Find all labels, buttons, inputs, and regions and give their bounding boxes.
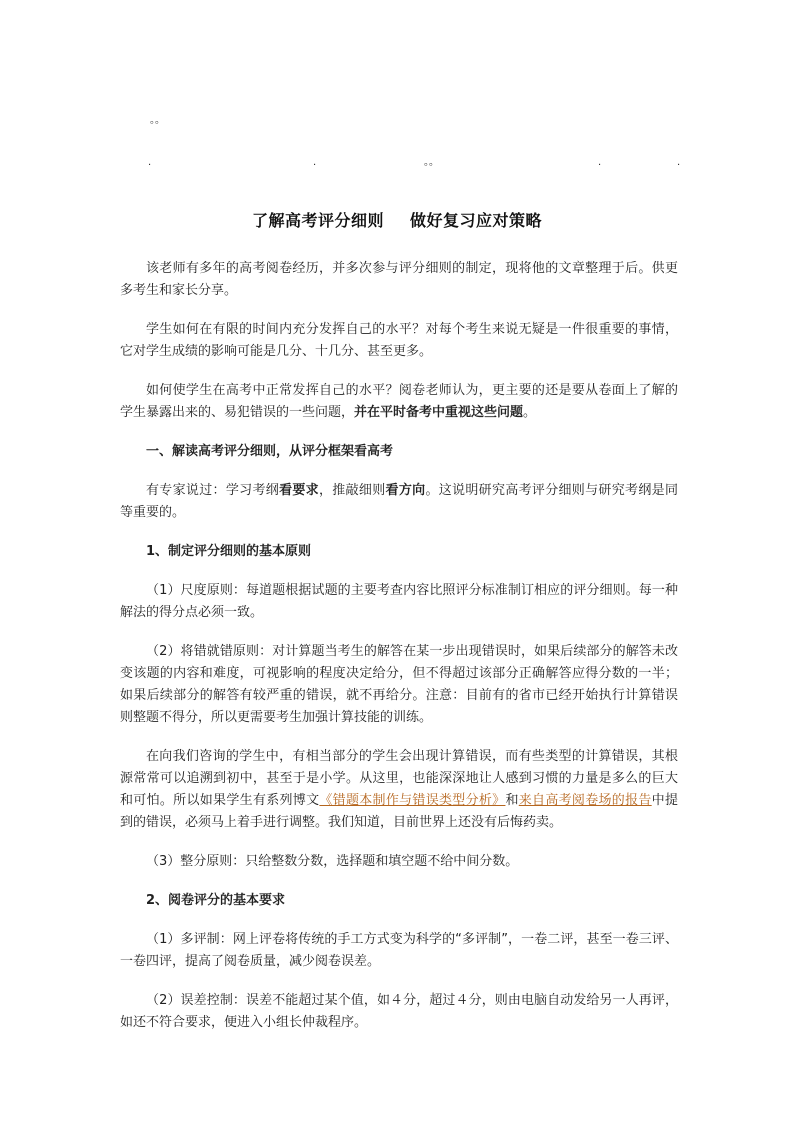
title-part-2: 做好复习应对策略 [410, 211, 543, 230]
paragraph-principle-3: （3）整分原则：只给整数分数，选择题和填空题不给中间分数。 [146, 854, 519, 869]
header-dot: . [598, 157, 602, 168]
text-run: 。 [523, 405, 537, 420]
header-dot: . [677, 157, 681, 168]
paragraph-principle-1: （1）尺度原则：每道题根据试题的主要考查内容比照评分标准制订相应的评分细则。每一种解法的得分点必须一致。 [120, 583, 678, 620]
paragraph-intro: 该老师有多年的高考阅卷经历，并多次参与评分细则的制定，现将他的文章整理于后。供更多考生和家长分享。 [120, 261, 678, 298]
text-run: 如何使学生在高考中正常发挥自己的水平？阅卷老师认为，更主要的还是要从卷面上了解的学生暴露出来的、易犯错误的一些问题， [120, 383, 678, 420]
header-dot: . [313, 157, 317, 168]
bold-text: 看要求 [279, 483, 319, 498]
paragraph-expert-quote [120, 480, 678, 524]
blog-link-error-notebook[interactable]: 《错题本制作与错误类型分析》 [319, 793, 506, 808]
paragraph-requirement-2: （2）误差控制：误差不能超过某个值，如４分，超过４分，则由电脑自动发给另一人再评，如还不符合要求，便进入小组长仲裁程序。 [120, 993, 678, 1030]
paragraph-consult [120, 746, 678, 834]
header-marks: 。。 [424, 157, 439, 168]
blog-link-exam-report[interactable]: 来自高考阅卷场的报告 [518, 793, 652, 808]
subsection-heading-2: 2、阅卷评分的基本要求 [146, 893, 286, 908]
header-marks: 。。 [150, 115, 165, 126]
text-run: 有专家说过：学习考纲 [146, 483, 280, 498]
header-dot: . [148, 157, 152, 168]
paragraph-question-1: 学生如何在有限的时间内充分发挥自己的水平？对每个考生来说无疑是一件很重要的事情，它对学生成绩的影响可能是几分、十几分、甚至更多。 [120, 322, 678, 359]
bold-text: 并在平时备考中重视这些问题 [354, 405, 524, 420]
text-run: ，推敲细则 [318, 483, 386, 498]
bold-text: 看方向 [385, 483, 426, 498]
subsection-heading-1: 1、制定评分细则的基本原则 [146, 544, 312, 559]
title-part-1: 了解高考评分细则 [251, 211, 384, 230]
paragraph-question-2 [120, 380, 678, 424]
section-heading-1: 一、解读高考评分细则，从评分框架看高考 [146, 444, 394, 459]
text-run: 和 [505, 793, 519, 808]
text-run: 。这说明研究高考评分细则与研究考纲是同等重要的。 [120, 483, 678, 520]
paragraph-requirement-1: （1）多评制：网上评卷将传统的手工方式变为科学的“多评制”，一卷二评，甚至一卷三评、一卷四评，提高了阅卷质量，减少阅卷误差。 [120, 932, 678, 969]
document-title [0, 208, 794, 231]
text-run: 中提到的错误，必须马上着手进行调整。我们知道，目前世界上还没有后悔药卖。 [120, 793, 678, 830]
text-run: 在向我们咨询的学生中，有相当部分的学生会出现计算错误，而有些类型的计算错误，其根源常常可以追溯到初中，甚至于是小学。从这里，也能深深地让人感到习惯的力量是多么的巨大和可怕。所以如果学生有系列博文 [120, 749, 678, 808]
paragraph-principle-2: （2）将错就错原则：对计算题当考生的解答在某一步出现错误时，如果后续部分的解答未改变该题的内容和难度，可视影响的程度决定给分，但不得超过该部分正确解答应得分数的一半；如果后续部分的解答有较严重的错误，就不再给分。注意：目前有的省市已经开始执行计算错误则整题不得分，所以更需要考生加强计算技能的训练。 [120, 644, 678, 725]
article-body [120, 258, 678, 1051]
